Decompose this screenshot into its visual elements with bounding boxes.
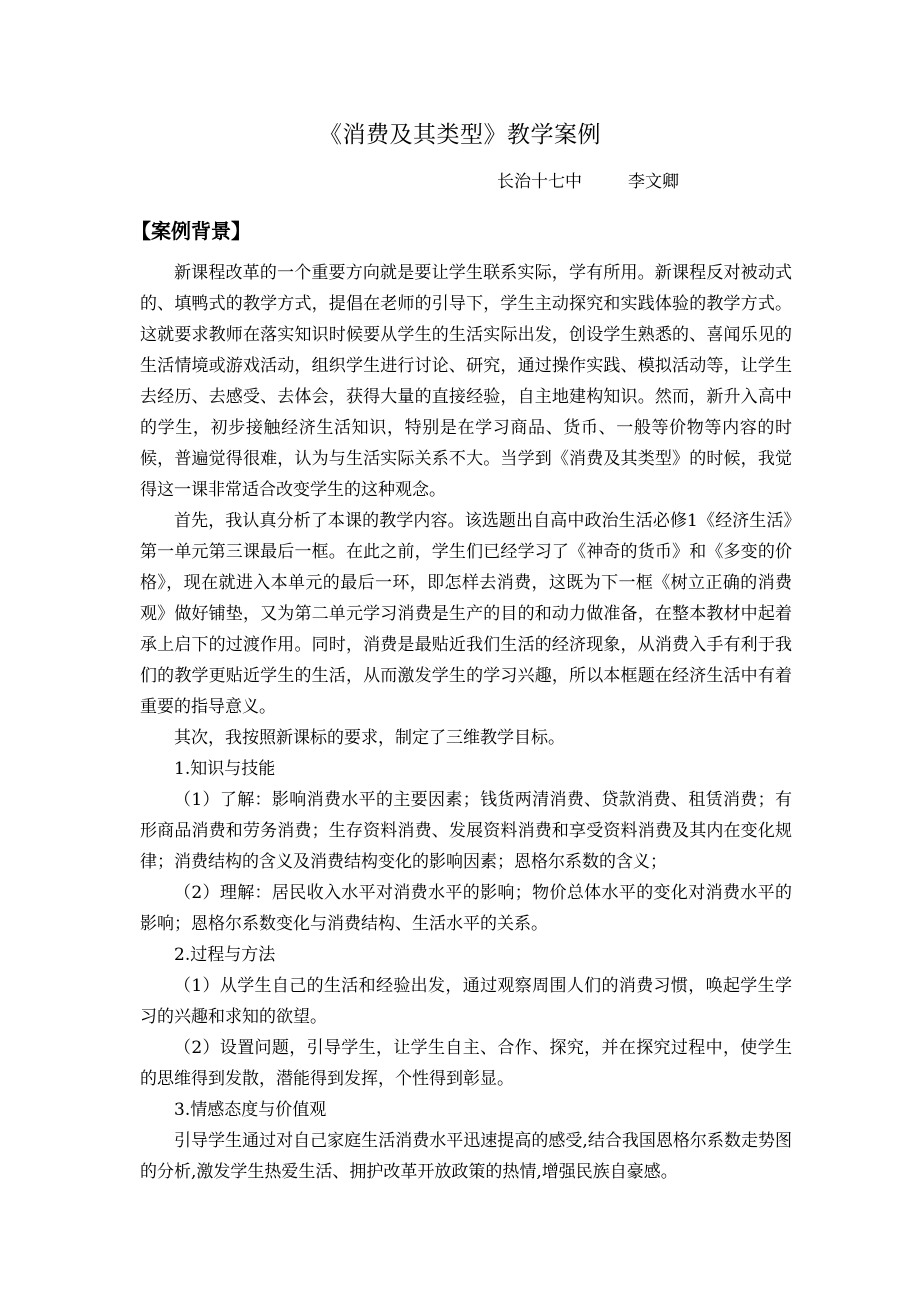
- author-line: [497, 168, 817, 196]
- paragraph-background: 新课程改革的一个重要方向就是要让学生联系实际，学有所用。新课程反对被动式的、填鸭式的教学方式，提倡在老师的引导下，学生主动探究和实践体验的教学方式。这就要求教师在落实知识时候要从学生的生活实际出发，创设学生熟悉的、喜闻乐见的生活情境或游戏活动，组织学生进行讨论、研究，通过操作实践、模拟活动等，让学生去经历、去感受、去体会，获得大量的直接经验，自主地建构知识。然而，新升入高中的学生，初步接触经济生活知识，特别是在学习商品、货币、一般等价物等内容的时候，普遍觉得很难，认为与生活实际关系不大。当学到《消费及其类型》的时候，我觉得这一课非常适合改变学生的这种观念。: [140, 263, 792, 500]
- author-name: 李文卿: [628, 172, 679, 192]
- document-title: 《消费及其类型》教学案例: [319, 122, 601, 148]
- subheading-knowledge-skills: 1.知识与技能: [174, 759, 276, 779]
- list-item-process-2: （2）设置问题，引导学生，让学生自主、合作、探究，并在探究过程中，使学生的思维得到发散，潜能得到发挥，个性得到彰显。: [140, 1038, 792, 1089]
- paragraph-content-analysis: 首先，我认真分析了本课的教学内容。该选题出自高中政治生活必修1《经济生活》第一单元第三课最后一框。在此之前，学生们已经学习了《神奇的货币》和《多变的价格》，现在就进入本单元的最后一环，即怎样去消费，这既为下一框《树立正确的消费观》做好铺垫，又为第二单元学习消费是生产的目的和动力做准备，在整本教材中起着承上启下的过渡作用。同时，消费是最贴近我们生活的经济现象，从消费入手有利于我们的教学更贴近学生的生活，从而激发学生的学习兴趣，所以本框题在经济生活中有着重要的指导意义。: [140, 511, 792, 717]
- list-item-understand-1: （1）了解：影响消费水平的主要因素；钱货两清消费、贷款消费、租赁消费；有形商品消费和劳务消费；生存资料消费、发展资料消费和享受资料消费及其内在变化规律；消费结构的含义及消费结构变化的影响因素；恩格尔系数的含义；: [140, 790, 792, 872]
- paragraph-objectives-intro: 其次，我按照新课标的要求，制定了三维教学目标。: [174, 728, 565, 748]
- paragraph-attitude-values: 引导学生通过对自己家庭生活消费水平迅速提高的感受,结合我国恩格尔系数走势图的分析,激发学生热爱生活、拥护改革开放政策的热情,增强民族自豪感。: [140, 1131, 792, 1182]
- list-item-process-1: （1）从学生自己的生活和经验出发，通过观察周围人们的消费习惯，唤起学生学习的兴趣和求知的欲望。: [140, 976, 792, 1027]
- list-item-comprehend-2: （2）理解：居民收入水平对消费水平的影响；物价总体水平的变化对消费水平的影响；恩格尔系数变化与消费结构、生活水平的关系。: [140, 883, 792, 934]
- subheading-process-methods: 2.过程与方法: [174, 945, 276, 965]
- subheading-attitude-values: 3.情感态度与价值观: [174, 1100, 327, 1120]
- document-body: [140, 258, 792, 1188]
- section-heading: 【案例背景】: [131, 219, 251, 243]
- school-name: 长治十七中: [497, 172, 582, 192]
